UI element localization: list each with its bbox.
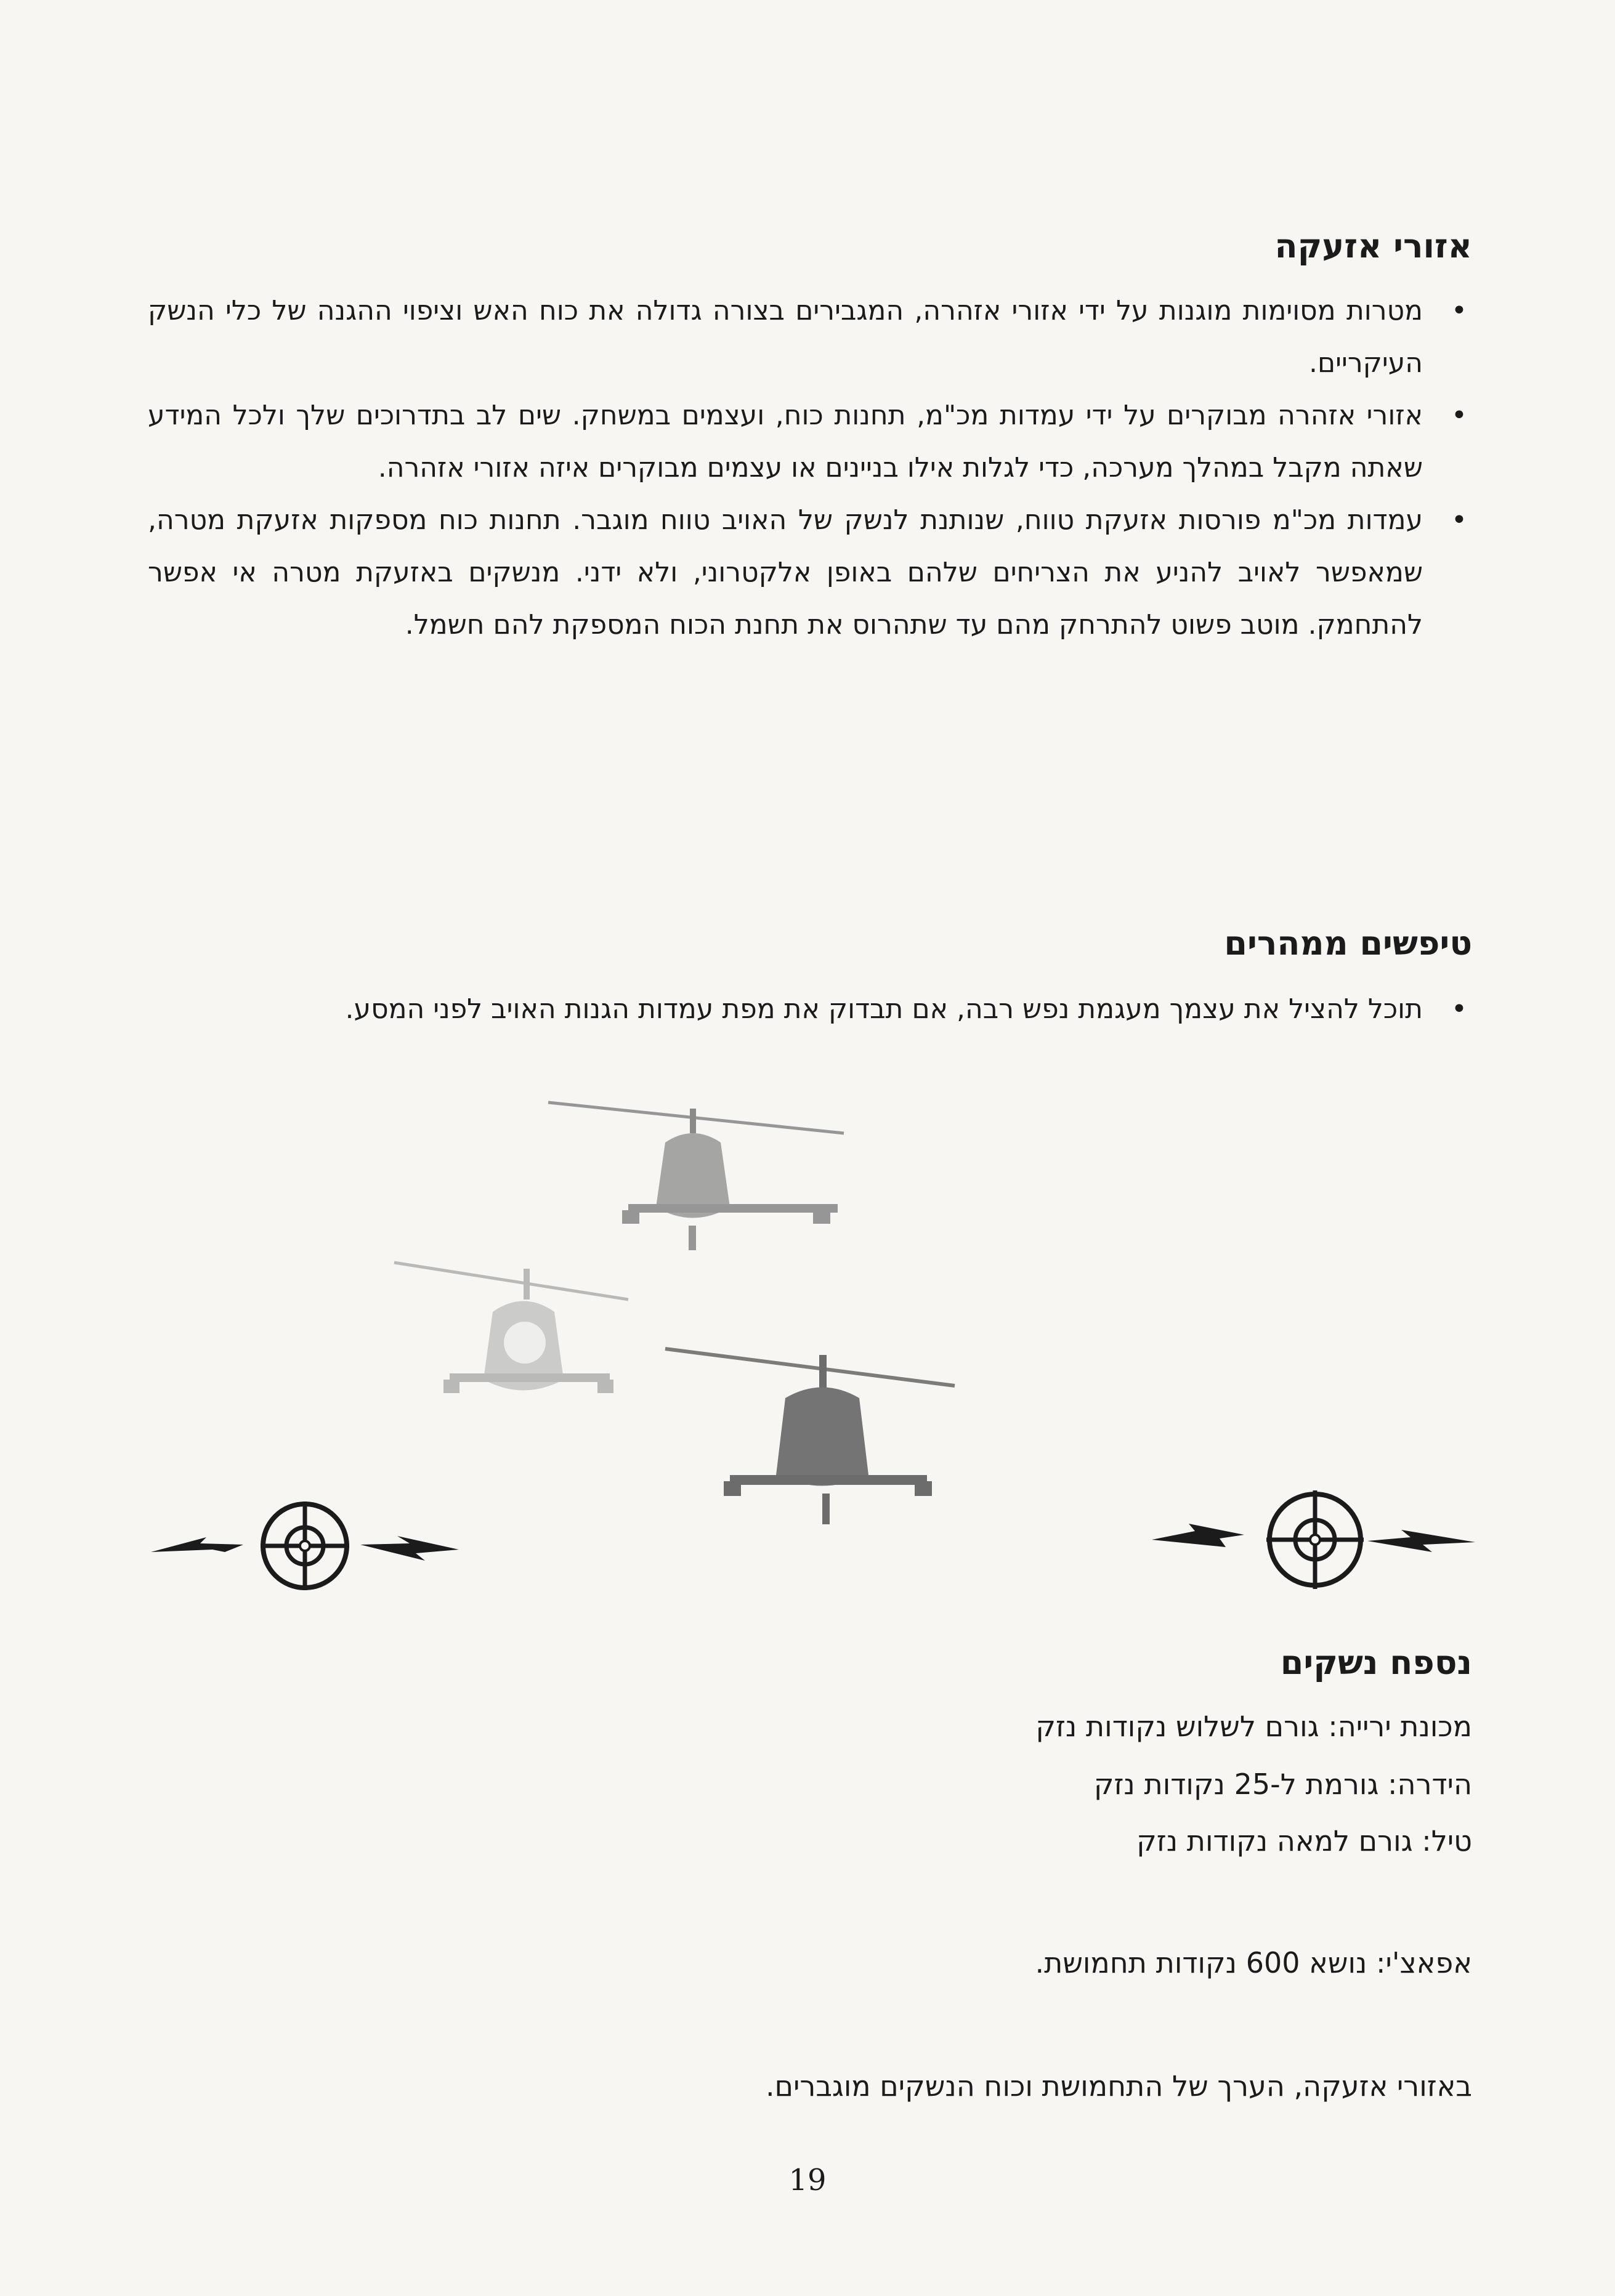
weapon-line: מכונת ירייה: גורם לשלוש נקודות נזק (1035, 1710, 1472, 1743)
weapon-line: טיל: גורם למאה נקודות נזק (1136, 1824, 1472, 1857)
page-number: 19 (788, 2163, 827, 2197)
helicopter-icon (548, 1102, 844, 1250)
section-title-weapons-appendix: נספח נשקים (1280, 1643, 1472, 1682)
section-title-alert-zones: אזורי אזעקה (1274, 227, 1472, 265)
ammo-note: אפאצ'י: נושא 600 נקודות תחמושת. (1035, 1946, 1472, 1979)
crosshair-lightning-icon (151, 1502, 471, 1594)
helicopter-icon (394, 1263, 628, 1393)
list-item: • מטרות מסוימות מוגנות על ידי אזורי אזהרה, המגבירים בצורה גדולה את כוח האש וציפוי ההגנה של כלי הנשק העיקריים. (148, 285, 1472, 389)
list-item: • אזורי אזהרה מבוקרים על ידי עמדות מכ"מ, תחנות כוח, ועצמים במשחק. שים לב בתדרוכים שלך ולכל המידע שאתה מקבל במהלך מערכה, כדי לגלות אילו בניינים או עצמים מבוקרים איזה אזורי אזהרה. (148, 389, 1472, 494)
helicopter-icon (665, 1349, 955, 1524)
alert-zones-list (148, 285, 1472, 651)
bullet-icon: • (1451, 993, 1467, 1025)
list-item: • תוכל להציל את עצמך מעגמת נפש רבה, אם תבדוק את מפת עמדות הגנות האויב לפני המסע. (148, 983, 1472, 1035)
quick-tips-list (148, 983, 1472, 1035)
helicopters-illustration (370, 1084, 1109, 1540)
bullet-icon: • (1451, 400, 1467, 431)
alert-zone-note: באזורי אזעקה, הערך של התחמושת וכוח הנשקים מוגברים. (765, 2069, 1472, 2103)
bullet-icon: • (1451, 295, 1467, 326)
bullet-icon: • (1451, 504, 1467, 536)
list-item: • עמדות מכ"מ פורסות אזעקת טווח, שנותנת לנשק של האויב טווח מוגבר. תחנות כוח מספקות אזעקת מטרה, שמאפשר לאויב להניע את הצריחים שלהם באופן אלקטרוני, ולא ידני. מנשקים באזעקת מטרה אי אפשר להתחמק. מוטב פשוט להתרחק מהם עד שתהרוס את תחנת הכוח המספקת להם חשמל. (148, 494, 1472, 651)
section-title-quick-tips: טיפשים ממהרים (1224, 924, 1472, 963)
weapon-line: הידרה: גורמת ל-25 נקודות נזק (1093, 1768, 1472, 1801)
crosshair-lightning-icon (1152, 1490, 1478, 1595)
